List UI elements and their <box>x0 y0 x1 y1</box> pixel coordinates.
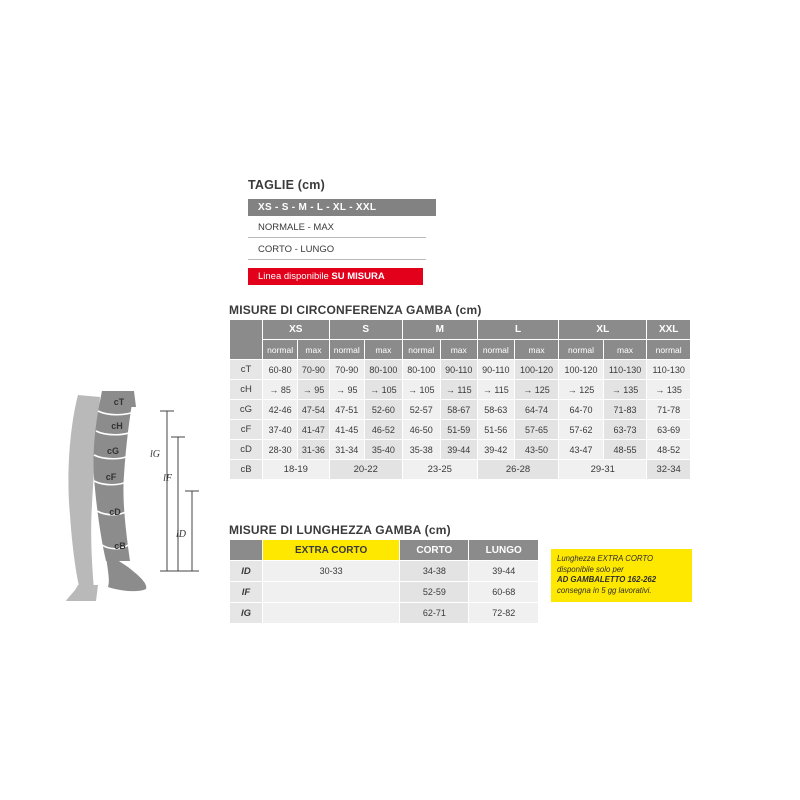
cell: 28-30 <box>263 440 298 460</box>
cell: 46-50 <box>402 420 440 440</box>
row-label-ch: cH <box>230 380 263 400</box>
cell: 64-70 <box>559 400 603 420</box>
cell: 64-74 <box>514 400 558 420</box>
cell: 30-33 <box>263 561 400 582</box>
su-misura-prefix: Linea disponibile <box>258 271 332 282</box>
note-line-2: disponibile solo per <box>557 564 624 574</box>
note-line-1: Lunghezza EXTRA CORTO <box>557 554 654 563</box>
cell: 90-110 <box>440 360 477 380</box>
cell: 46-52 <box>364 420 402 440</box>
subheader-xxl-normal: normal <box>647 340 691 360</box>
note-line-4: consegna in 5 gg lavorativi. <box>557 585 652 595</box>
subheader-m-normal: normal <box>402 340 440 360</box>
cell: 23-25 <box>402 460 477 480</box>
cell: → 115 <box>440 380 477 400</box>
header-lungo: LUNGO <box>469 540 539 561</box>
cell: 41-45 <box>329 420 364 440</box>
cell: → 105 <box>364 380 402 400</box>
cell: 39-42 <box>477 440 514 460</box>
subheader-xs-normal: normal <box>263 340 298 360</box>
cell: 110-130 <box>603 360 647 380</box>
cell: → 105 <box>402 380 440 400</box>
label-lD: lD <box>176 529 186 540</box>
cell: 110-130 <box>647 360 691 380</box>
circonferenza-title: MISURE DI CIRCONFERENZA GAMBA (cm) <box>229 303 482 317</box>
label-cH: cH <box>111 421 123 431</box>
cell: 47-51 <box>329 400 364 420</box>
taglie-corto-row: CORTO - LUNGO <box>248 242 426 260</box>
cell: 60-80 <box>263 360 298 380</box>
cell: 37-40 <box>263 420 298 440</box>
table-row <box>230 360 691 380</box>
subheader-l-normal: normal <box>477 340 514 360</box>
cell: → 125 <box>514 380 558 400</box>
subheader-xl-normal: normal <box>559 340 603 360</box>
header-size-l: L <box>477 320 559 340</box>
cell: 43-50 <box>514 440 558 460</box>
table-header-sizes <box>230 320 691 340</box>
cell: 70-90 <box>329 360 364 380</box>
header-extra-corto: EXTRA CORTO <box>263 540 400 561</box>
row-label-lf: lF <box>230 582 263 603</box>
cell: 71-83 <box>603 400 647 420</box>
cell: 39-44 <box>469 561 539 582</box>
taglie-block <box>248 178 548 289</box>
cell: 90-110 <box>477 360 514 380</box>
cell: → 135 <box>647 380 691 400</box>
cell: → 95 <box>298 380 329 400</box>
cell: 57-62 <box>559 420 603 440</box>
taglie-normale-row: NORMALE - MAX <box>248 220 426 238</box>
cell: 62-71 <box>400 603 469 624</box>
table-row <box>230 603 539 624</box>
row-label-cg: cG <box>230 400 263 420</box>
row-label-ct: cT <box>230 360 263 380</box>
corner-cell <box>230 320 263 360</box>
cell: 58-67 <box>440 400 477 420</box>
label-cG: cG <box>106 446 120 456</box>
table-row <box>230 561 539 582</box>
label-cT: cT <box>113 397 125 407</box>
cell: 58-63 <box>477 400 514 420</box>
cell <box>263 582 400 603</box>
subheader-l-max: max <box>514 340 558 360</box>
cell: 80-100 <box>402 360 440 380</box>
subheader-s-max: max <box>364 340 402 360</box>
cell: 26-28 <box>477 460 559 480</box>
cell: 63-69 <box>647 420 691 440</box>
cell: 57-65 <box>514 420 558 440</box>
cell: 63-73 <box>603 420 647 440</box>
taglie-title: TAGLIE (cm) <box>248 178 325 192</box>
cell: 31-36 <box>298 440 329 460</box>
cell <box>263 603 400 624</box>
label-cD: cD <box>109 507 121 517</box>
cell: 52-60 <box>364 400 402 420</box>
cell: → 85 <box>263 380 298 400</box>
cell: 72-82 <box>469 603 539 624</box>
taglie-sizes-row: XS - S - M - L - XL - XXL <box>248 199 436 216</box>
cell: 52-59 <box>400 582 469 603</box>
lunghezza-title: MISURE DI LUNGHEZZA GAMBA (cm) <box>229 523 451 537</box>
table-row <box>230 400 691 420</box>
header-size-s: S <box>329 320 402 340</box>
taglie-su-misura-row <box>248 268 423 285</box>
cell: 70-90 <box>298 360 329 380</box>
table-header-lengths <box>230 540 539 561</box>
cell: 51-59 <box>440 420 477 440</box>
cell: 48-52 <box>647 440 691 460</box>
circonferenza-table <box>229 319 691 480</box>
cell: → 125 <box>559 380 603 400</box>
cell: 32-34 <box>647 460 691 480</box>
note-line-3: AD GAMBALETTO 162-262 <box>557 575 657 584</box>
cell: → 95 <box>329 380 364 400</box>
label-lF: lF <box>163 473 172 484</box>
header-corto: CORTO <box>400 540 469 561</box>
table-row <box>230 582 539 603</box>
cell: → 135 <box>603 380 647 400</box>
table-row <box>230 420 691 440</box>
cell: 41-47 <box>298 420 329 440</box>
subheader-m-max: max <box>440 340 477 360</box>
header-size-m: M <box>402 320 477 340</box>
cell: 42-46 <box>263 400 298 420</box>
header-size-xxl: XXL <box>647 320 691 340</box>
row-label-ld: lD <box>230 561 263 582</box>
cell: 80-100 <box>364 360 402 380</box>
extra-corto-note <box>551 549 692 602</box>
cell: 43-47 <box>559 440 603 460</box>
table-row-cb <box>230 460 691 480</box>
cell: 71-78 <box>647 400 691 420</box>
cell: 20-22 <box>329 460 402 480</box>
cell: 29-31 <box>559 460 647 480</box>
table-header-subs <box>230 340 691 360</box>
subheader-s-normal: normal <box>329 340 364 360</box>
su-misura-strong: SU MISURA <box>331 271 385 282</box>
row-label-cb: cB <box>230 460 263 480</box>
row-label-cd: cD <box>230 440 263 460</box>
cell: → 115 <box>477 380 514 400</box>
table-row <box>230 380 691 400</box>
header-size-xl: XL <box>559 320 647 340</box>
cell: 18-19 <box>263 460 330 480</box>
cell: 34-38 <box>400 561 469 582</box>
cell: 35-38 <box>402 440 440 460</box>
table-row <box>230 440 691 460</box>
cell: 60-68 <box>469 582 539 603</box>
cell: 100-120 <box>559 360 603 380</box>
header-size-xs: XS <box>263 320 330 340</box>
row-label-lg: lG <box>230 603 263 624</box>
leg-illustration <box>60 385 240 635</box>
cell: 39-44 <box>440 440 477 460</box>
subheader-xs-max: max <box>298 340 329 360</box>
cell: 48-55 <box>603 440 647 460</box>
corner-cell-lung <box>230 540 263 561</box>
cell: 51-56 <box>477 420 514 440</box>
row-label-cf: cF <box>230 420 263 440</box>
subheader-xl-max: max <box>603 340 647 360</box>
label-cB: cB <box>114 541 126 551</box>
cell: 35-40 <box>364 440 402 460</box>
label-lG: lG <box>150 449 160 460</box>
lunghezza-table <box>229 539 539 624</box>
cell: 52-57 <box>402 400 440 420</box>
label-cF: cF <box>105 472 117 482</box>
cell: 31-34 <box>329 440 364 460</box>
cell: 47-54 <box>298 400 329 420</box>
cell: 100-120 <box>514 360 558 380</box>
